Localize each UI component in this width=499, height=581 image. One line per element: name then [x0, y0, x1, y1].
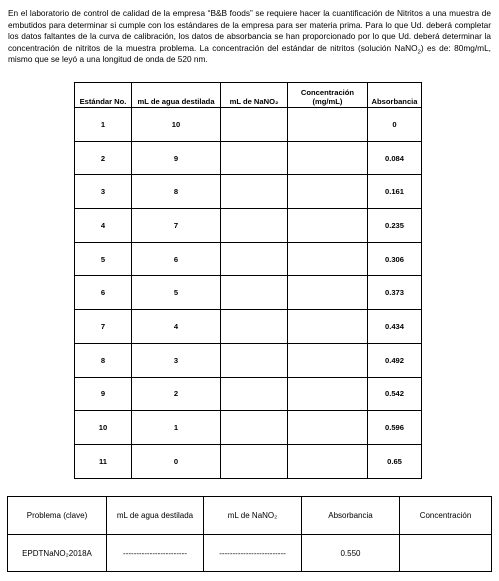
- cell-nano2: [221, 175, 288, 209]
- cell-water: 7: [132, 209, 221, 243]
- cell-concentration: [288, 242, 368, 276]
- table-row: [75, 242, 422, 276]
- cell-absorbance: 0.542: [368, 377, 422, 411]
- cell-absorbance: 0.492: [368, 343, 422, 377]
- table-row: [75, 411, 422, 445]
- cell-concentration: [288, 141, 368, 175]
- cell-problem-key: EPDTNaNO₂2018A: [8, 535, 107, 572]
- cell-nano2: [221, 141, 288, 175]
- cell-absorbance: 0.596: [368, 411, 422, 445]
- header-concentration: Concentración: [400, 497, 492, 535]
- cell-water: 10: [132, 108, 221, 142]
- cell-nano2: [221, 343, 288, 377]
- table-row: [8, 535, 492, 572]
- cell-standard: 5: [75, 242, 132, 276]
- instructions-text-end: ) es de: 80mg/mL, mismo que se leyó a una longitud de onda de 520 nm.: [8, 42, 491, 65]
- cell-nano2: [221, 411, 288, 445]
- cell-water: 3: [132, 343, 221, 377]
- cell-absorbance: 0.084: [368, 141, 422, 175]
- cell-nano2: [221, 242, 288, 276]
- problem-header-row: [8, 497, 492, 535]
- cell-absorbance: 0.65: [368, 444, 422, 478]
- header-ml-nano2: mL de NaNO₂: [221, 83, 288, 108]
- cell-water: 4: [132, 310, 221, 344]
- table-row: [75, 310, 422, 344]
- cell-absorbance: 0: [368, 108, 422, 142]
- cell-nano2: -------------------------: [204, 535, 302, 572]
- cell-concentration: [288, 343, 368, 377]
- table-row: [75, 209, 422, 243]
- cell-absorbance: 0.434: [368, 310, 422, 344]
- cell-concentration: [288, 209, 368, 243]
- table-row: [75, 343, 422, 377]
- cell-standard: 6: [75, 276, 132, 310]
- table-row: [75, 108, 422, 142]
- cell-concentration: [288, 276, 368, 310]
- cell-absorbance: 0.161: [368, 175, 422, 209]
- cell-standard: 2: [75, 141, 132, 175]
- cell-absorbance: 0.373: [368, 276, 422, 310]
- instructions-text: En el laboratorio de control de calidad de la empresa “B&B foods” se requiere hacer la cuantificación de Nitritos a una muestra de embutidos para determinar si cumple con los estándares de la empresa para ser materia prima. Para lo que Ud. deberá completar los datos faltantes de la curva de calibración, los datos de absorbancia se han proporcionado por lo que Ud. deberá determinar la concentración de nitritos de la muestra problema. La concentración del estándar de nitritos (solución NaNO: [8, 8, 491, 53]
- calibration-table: [74, 82, 422, 479]
- cell-standard: 9: [75, 377, 132, 411]
- cell-concentration: [400, 535, 492, 572]
- cell-water: ------------------------: [107, 535, 204, 572]
- cell-water: 9: [132, 141, 221, 175]
- cell-concentration: [288, 310, 368, 344]
- cell-concentration: [288, 377, 368, 411]
- table-row: [75, 141, 422, 175]
- header-concentration-line2: (mg/mL): [312, 96, 343, 106]
- header-absorbance: Absorbancia: [368, 83, 422, 108]
- cell-water: 2: [132, 377, 221, 411]
- cell-nano2: [221, 108, 288, 142]
- cell-water: 6: [132, 242, 221, 276]
- cell-nano2: [221, 444, 288, 478]
- cell-standard: 10: [75, 411, 132, 445]
- calibration-header-row: [75, 83, 422, 108]
- cell-absorbance: 0.550: [302, 535, 400, 572]
- cell-absorbance: 0.235: [368, 209, 422, 243]
- cell-nano2: [221, 276, 288, 310]
- cell-water: 5: [132, 276, 221, 310]
- cell-standard: 7: [75, 310, 132, 344]
- header-concentration-line1: Concentración: [300, 88, 355, 97]
- problem-table: [7, 496, 492, 572]
- cell-standard: 11: [75, 444, 132, 478]
- cell-water: 1: [132, 411, 221, 445]
- cell-standard: 3: [75, 175, 132, 209]
- table-row: [75, 276, 422, 310]
- cell-nano2: [221, 209, 288, 243]
- cell-concentration: [288, 411, 368, 445]
- instructions-paragraph: [8, 8, 491, 66]
- cell-concentration: [288, 108, 368, 142]
- header-ml-water: mL de agua destilada: [132, 83, 221, 108]
- cell-standard: 8: [75, 343, 132, 377]
- cell-water: 8: [132, 175, 221, 209]
- header-ml-nano2: mL de NaNO₂: [204, 497, 302, 535]
- header-standard-no: Estándar No.: [75, 83, 132, 108]
- header-absorbance: Absorbancia: [302, 497, 400, 535]
- cell-standard: 1: [75, 108, 132, 142]
- cell-concentration: [288, 444, 368, 478]
- instructions-subscript: 2: [417, 49, 421, 56]
- header-ml-water: mL de agua destilada: [107, 497, 204, 535]
- cell-water: 0: [132, 444, 221, 478]
- cell-absorbance: 0.306: [368, 242, 422, 276]
- cell-concentration: [288, 175, 368, 209]
- header-concentration: [288, 83, 368, 108]
- cell-nano2: [221, 310, 288, 344]
- table-row: [75, 175, 422, 209]
- table-row: [75, 377, 422, 411]
- header-problem: Problema (clave): [8, 497, 107, 535]
- table-row: [75, 444, 422, 478]
- cell-standard: 4: [75, 209, 132, 243]
- cell-nano2: [221, 377, 288, 411]
